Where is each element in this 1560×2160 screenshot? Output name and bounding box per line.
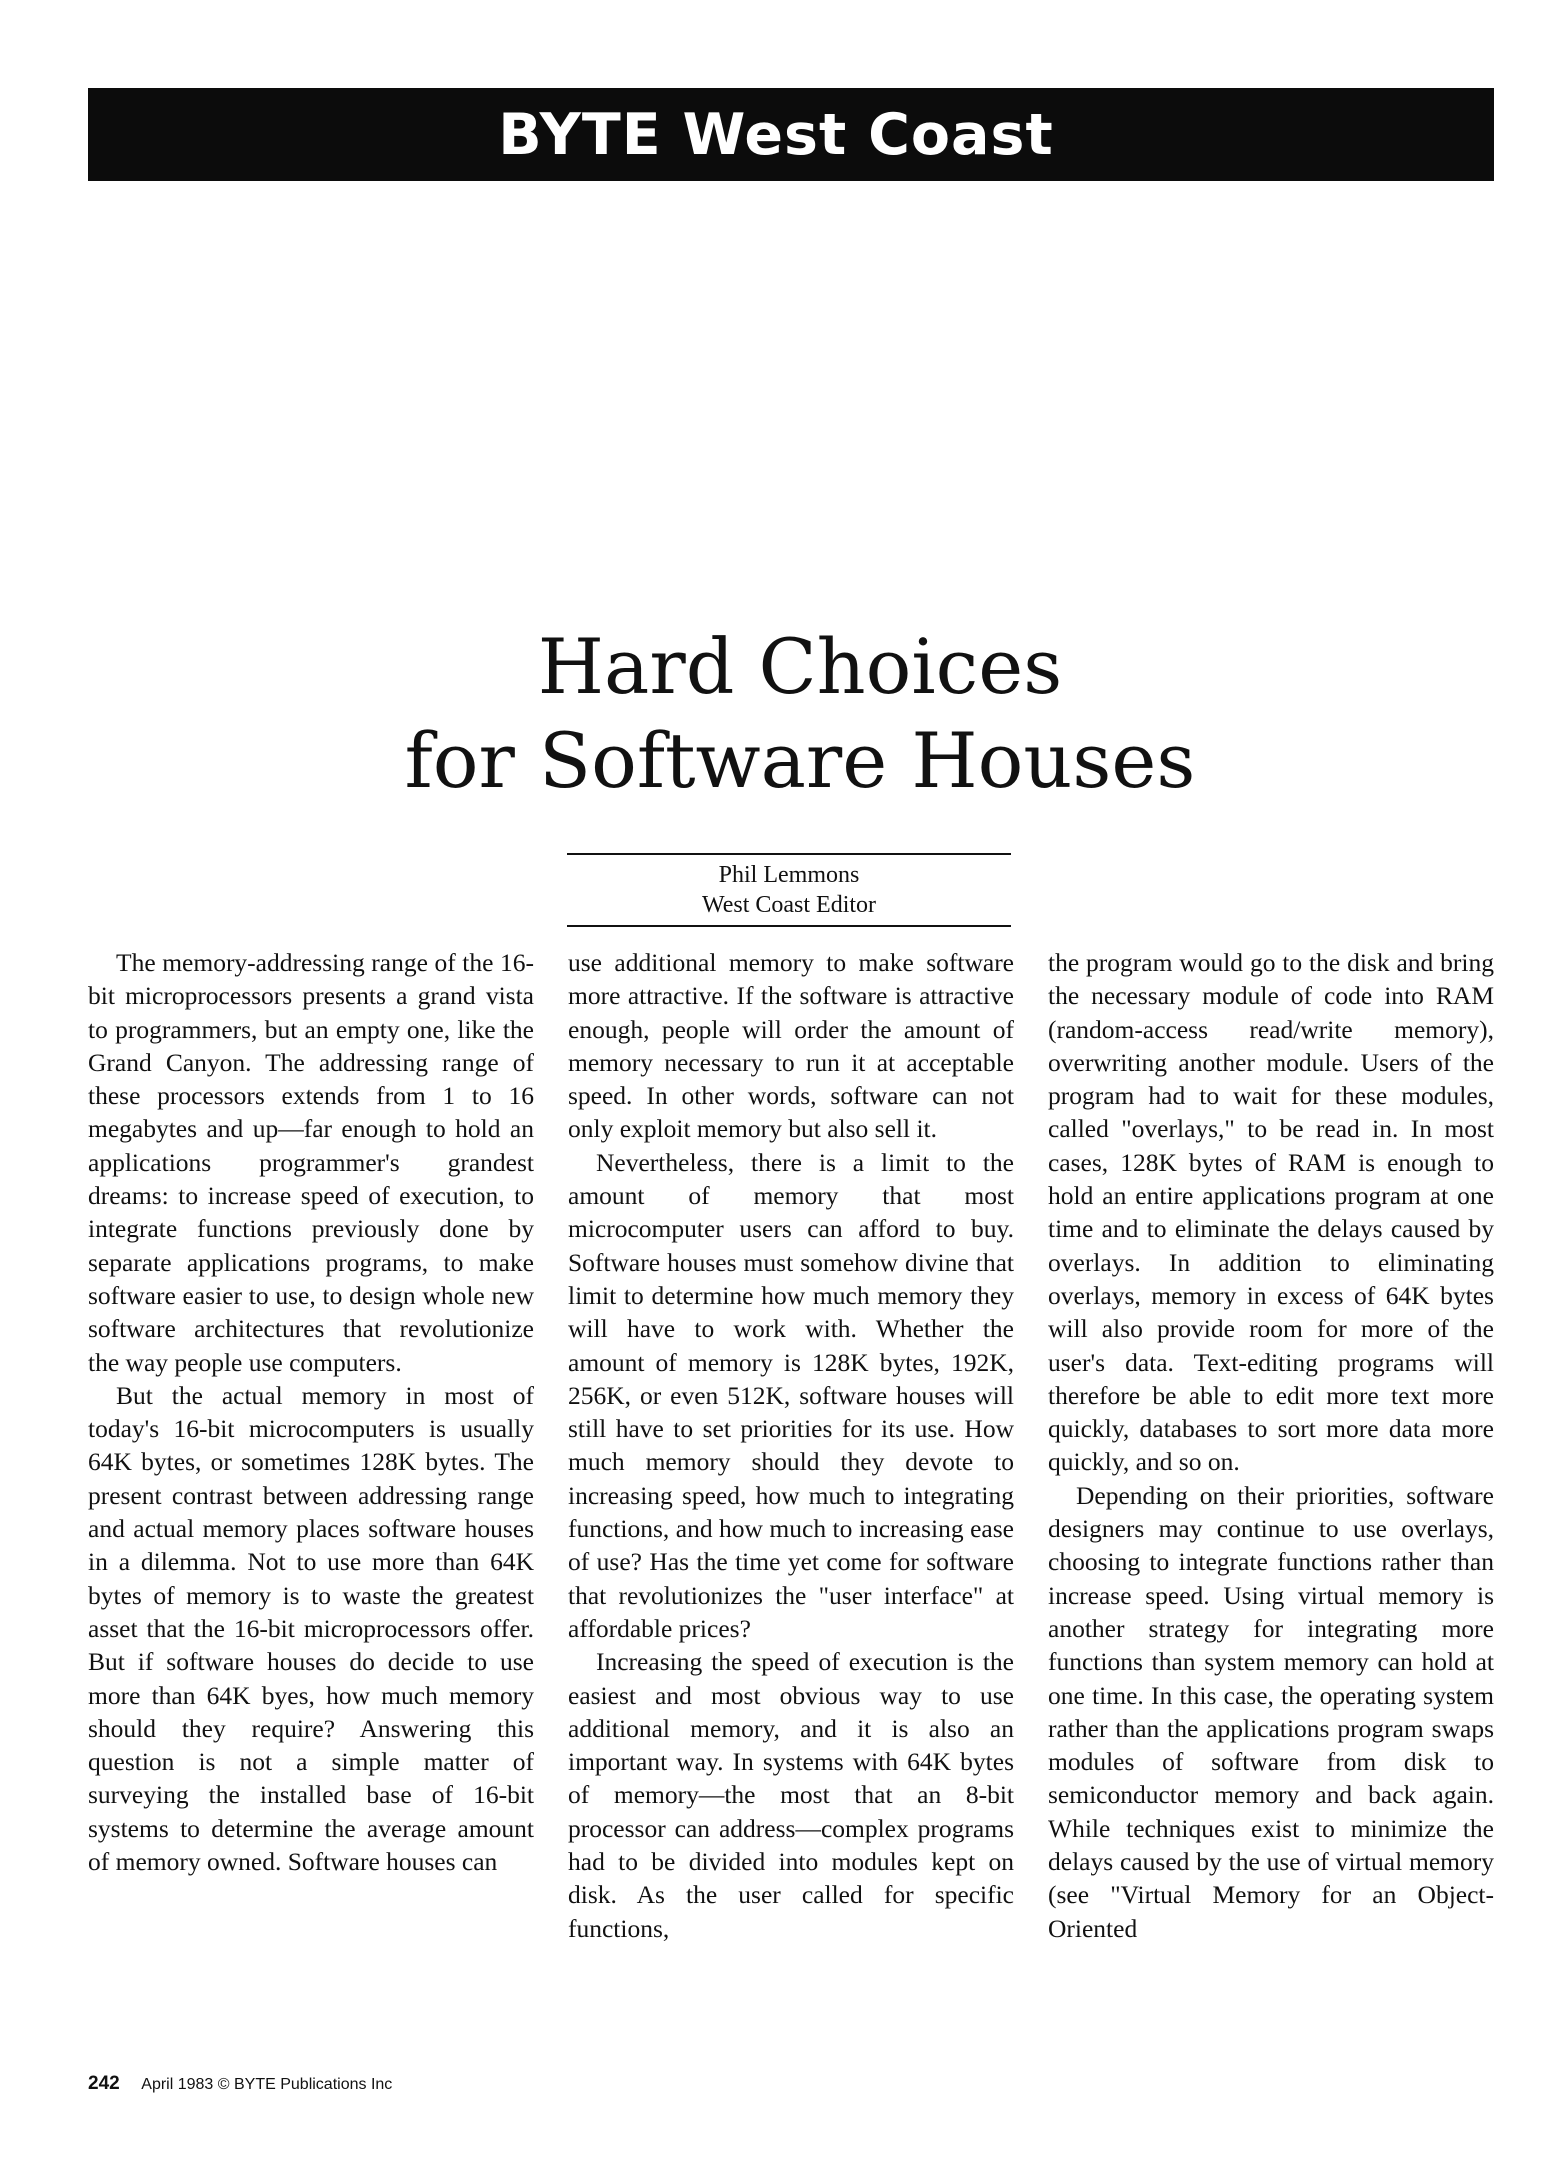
paragraph: But the actual memory in most of today's 16-bit microcomputers is usually 64K bytes, or sometimes 128K bytes. The present contrast between addressing range and actual memory places software houses in a dilemma. Not to use more than 64K bytes of memory is to waste the greatest asset that the 16-bit microprocessors offer. But if software houses do decide to use more than 64K byes, how much memory should they require? Answering this question is not a simple matter of surveying the installed base of 16-bit systems to determine the average amount of memory owned. Software houses can	[88, 1380, 534, 1877]
paragraph: The memory-addressing range of the 16-bit microprocessors presents a grand vista to programmers, but an empty one, like the Grand Canyon. The addressing range of these processors extends from 1 to 16 megabytes and up—far enough to hold an applications programmer's grandest dreams: to increase speed of execution, to integrate functions previously done by separate applications programs, to make software easier to use, to design whole new software architectures that revolutionize the way people use computers.	[88, 948, 534, 1377]
paragraph: Increasing the speed of execution is the easiest and most obvious way to use additional memory, and it is also an important way. In systems with 64K bytes of memory—the most that an 8-bit processor can address—complex programs had to be divided into modules kept on disk. As the user called for specific functions,	[568, 1647, 1014, 1943]
paragraph: the program would go to the disk and bring the necessary module of code into RAM (random-access read/write memory), overwriting another module. Users of the program had to wait for these modules, called "overlays," to be read in. In most cases, 128K bytes of RAM is enough to hold an entire applications program at one time and to eliminate the delays caused by overlays. In addition to eliminating overlays, memory in excess of 64K bytes will also provide room for more of the user's data. Text-editing programs will therefore be able to edit more text more quickly, databases to sort more data more quickly, and so on.	[1048, 948, 1494, 1477]
article-title	[0, 620, 1560, 808]
page-footer	[88, 2073, 392, 2095]
author-title: West Coast Editor	[701, 892, 877, 918]
article-body	[88, 946, 1494, 1945]
column-3	[1048, 946, 1494, 1945]
title-line-1: Hard Choices	[537, 622, 1063, 711]
page-number: 242	[88, 2073, 120, 2094]
byline-rule-bottom	[567, 925, 1011, 927]
byline	[567, 860, 1011, 920]
paragraph: use additional memory to make software more attractive. If the software is attractive enough, people will order the amount of memory necessary to run it at acceptable speed. In other words, software can not only exploit memory but also sell it.	[568, 948, 1014, 1144]
section-banner	[88, 88, 1494, 181]
author-name: Phil Lemmons	[718, 862, 860, 888]
column-2	[568, 946, 1014, 1945]
title-line-2: for Software Houses	[404, 716, 1196, 805]
column-1	[88, 946, 534, 1945]
paragraph: Depending on their priorities, software designers may continue to use overlays, choosing to integrate functions rather than increase speed. Using virtual memory is another strategy for integrating more functions than system memory can hold at one time. In this case, the operating system rather than the applications program swaps modules of software from disk to semiconductor memory and back again. While techniques exist to minimize the delays caused by the use of virtual memory (see "Virtual Memory for an Object-Oriented	[1048, 1480, 1494, 1943]
byline-rule-top	[567, 853, 1011, 855]
paragraph: Nevertheless, there is a limit to the amount of memory that most microcomputer users can afford to buy. Software houses must somehow divine that limit to determine how much memory they will have to work with. Whether the amount of memory is 128K bytes, 192K, 256K, or even 512K, software houses will still have to set priorities for its use. How much memory should they devote to increasing speed, how much to integrating functions, and how much to increasing ease of use? Has the time yet come for software that revolutionizes the "user interface" at affordable prices?	[568, 1147, 1014, 1643]
banner-title: BYTE West Coast	[498, 101, 1054, 168]
publication-line: April 1983 © BYTE Publications Inc	[141, 2076, 393, 2093]
